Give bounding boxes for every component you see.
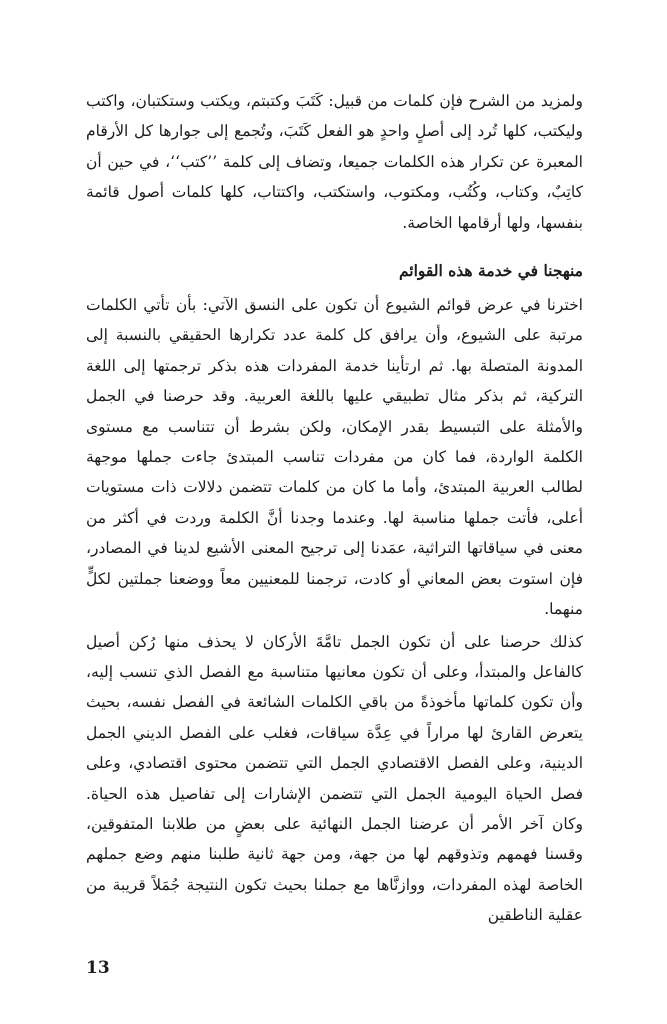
body-paragraph: كذلك حرصنا على أن تكون الجمل تامَّةَ الأركان لا يحذف منها رُكن أصيل كالفاعل والمبتدأ، وعلى أن تكون معانيها متناسبة مع الفصل الذي تنسب إليه، وأن تكون كلماتها مأخوذةً من باقي الكلمات الشائعة في الفصل نفسه، بحيث يتعرض القارئ لها مراراً في عِدَّة سياقات، فغلب على الفصل الديني الجمل الدينية، وعلى الفصل الاقتصادي الجمل التي تتضمن محتوى اقتصادي، وعلى فصل الحياة اليومية الجمل التي تتضمن الإشارات إلى تفاصيل هذه الحياة. وكان آخر الأمر أن عرضنا الجمل النهائية على بعضٍ من طلابنا المتفوقين، وقسنا فهمهم وتذوقهم لها من جهة، ومن جهة ثانية طلبنا منهم وضع جملهم الخاصة لهذه المفردات، ووازنَّاها مع جملنا بحيث تكون النتيجة جُمَلاً قريبة من عقلية الناطقين bbox=[86, 632, 583, 925]
body-paragraph: اخترنا في عرض قوائم الشيوع أن تكون على النسق الآتي: بأن تأتي الكلمات مرتبة على الشيوع، وأن يرافق كل كلمة عدد تكرارها الحقيقي بالنسبة إلى المدونة المتصلة بها. ثم ارتأينا خدمة المفردات هذه بذكر ترجمتها إلى اللغة التركية، ثم بذكر مثال تطبيقي عليها باللغة العربية. وقد حرصنا في الجمل والأمثلة على التبسيط بقدر الإمكان، ولكن بشرط أن تتناسب مع مستوى الكلمة الواردة، فما كان من مفردات تناسب المبتدئ جاءت جملها موجهة لطالب العربية المبتدئ، وأما ما كان من كلمات تتضمن دلالات ذات مستويات أعلى، فأتت جملها مناسبة لها. وعندما وجدنا أنَّ الكلمة وردت في أكثر من معنى في سياقاتها التراثية، عمَدنا إلى ترجيح المعنى الأشيع لدينا في المصادر، فإن استوت بعض المعاني أو كادت، ترجمنا للمعنيين معاً ووضعنا جملتين لكلٍّ منهما. bbox=[86, 296, 583, 619]
body-paragraph: ولمزيد من الشرح فإن كلمات من قبيل: كَتَبَ وكتبتم، ويكتب وستكتبان، واكتب وليكتب، كلها تُرد إلى أصلٍ واحدٍ هو الفعل كَتَبَ، وتُجمع إلى جوارها كل الأرقام المعبرة عن تكرار هذه الكلمات جميعا، وتضاف إلى كلمة ’’كتب‘‘، في حين أن كاتِبٌ، وكتاب، وكُتُب، ومكتوب، واستكتب، واكتتاب، كلها كلمات أصول قائمة بنفسها، ولها أرقامها الخاصة. bbox=[86, 92, 583, 232]
page-number: 13 bbox=[86, 958, 110, 978]
section-heading: منهجنا في خدمة هذه القوائم bbox=[398, 261, 583, 281]
